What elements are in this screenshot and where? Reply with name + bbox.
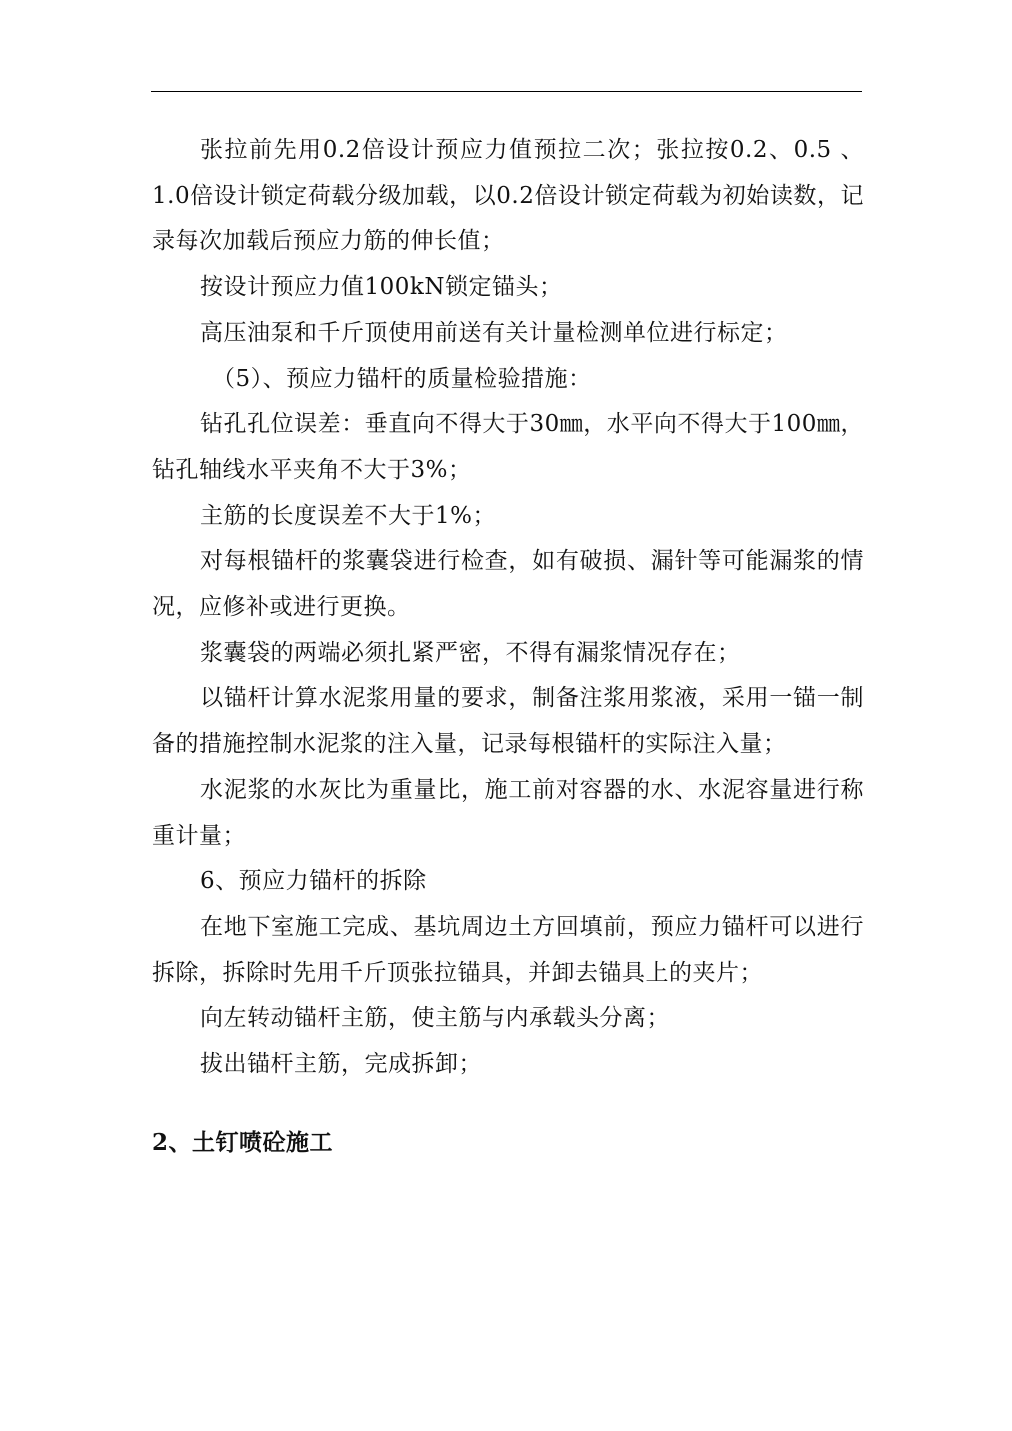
- paragraph-rotate-tendon: 向左转动锚杆主筋，使主筋与内承载头分离；: [200, 1005, 670, 1032]
- paragraph-lock-anchor: 按设计预应力值100kN锁定锚头；: [200, 274, 563, 301]
- document-body: [152, 128, 864, 1088]
- paragraph-tension-procedure: 张拉前先用0.2倍设计预应力值预拉二次；张拉按0.2、0.5 、1.0倍设计锁定荷载分级加载，以0.2倍设计锁定荷载为初始读数，记录每次加载后预应力筋的伸长值；: [152, 137, 864, 255]
- paragraph-water-cement-ratio: 水泥浆的水灰比为重量比，施工前对容器的水、水泥容量进行称重计量；: [152, 776, 864, 849]
- paragraph-grout-preparation: 以锚杆计算水泥浆用量的要求，制备注浆用浆液，采用一锚一制备的措施控制水泥浆的注入量，记录每根锚杆的实际注入量；: [152, 685, 864, 758]
- paragraph-calibration: 高压油泵和千斤顶使用前送有关计量检测单位进行标定；: [200, 319, 788, 346]
- paragraph-bag-sealing: 浆囊袋的两端必须扎紧严密，不得有漏浆情况存在；: [200, 639, 741, 666]
- paragraph-removal-title: 6、预应力锚杆的拆除: [200, 868, 427, 895]
- header-rule: [151, 91, 862, 92]
- paragraph-length-error: 主筋的长度误差不大于1%；: [200, 502, 496, 529]
- paragraph-drill-error: 钻孔孔位误差：垂直向不得大于30㎜，水平向不得大于100㎜，钻孔轴线水平夹角不大于3%；: [152, 411, 864, 483]
- paragraph-extract-tendon: 拔出锚杆主筋，完成拆卸；: [200, 1051, 482, 1078]
- paragraph-removal-steps: 在地下室施工完成、基坑周边土方回填前，预应力锚杆可以进行拆除，拆除时先用千斤顶张拉锚具，并卸去锚具上的夹片；: [152, 913, 864, 986]
- section-heading: 2、土钉喷砼施工: [152, 1129, 334, 1156]
- paragraph-quality-inspection-title: （5）、预应力锚杆的质量检验措施：: [212, 365, 592, 392]
- paragraph-bag-inspection: 对每根锚杆的浆囊袋进行检查，如有破损、漏针等可能漏浆的情况，应修补或进行更换。: [152, 548, 864, 621]
